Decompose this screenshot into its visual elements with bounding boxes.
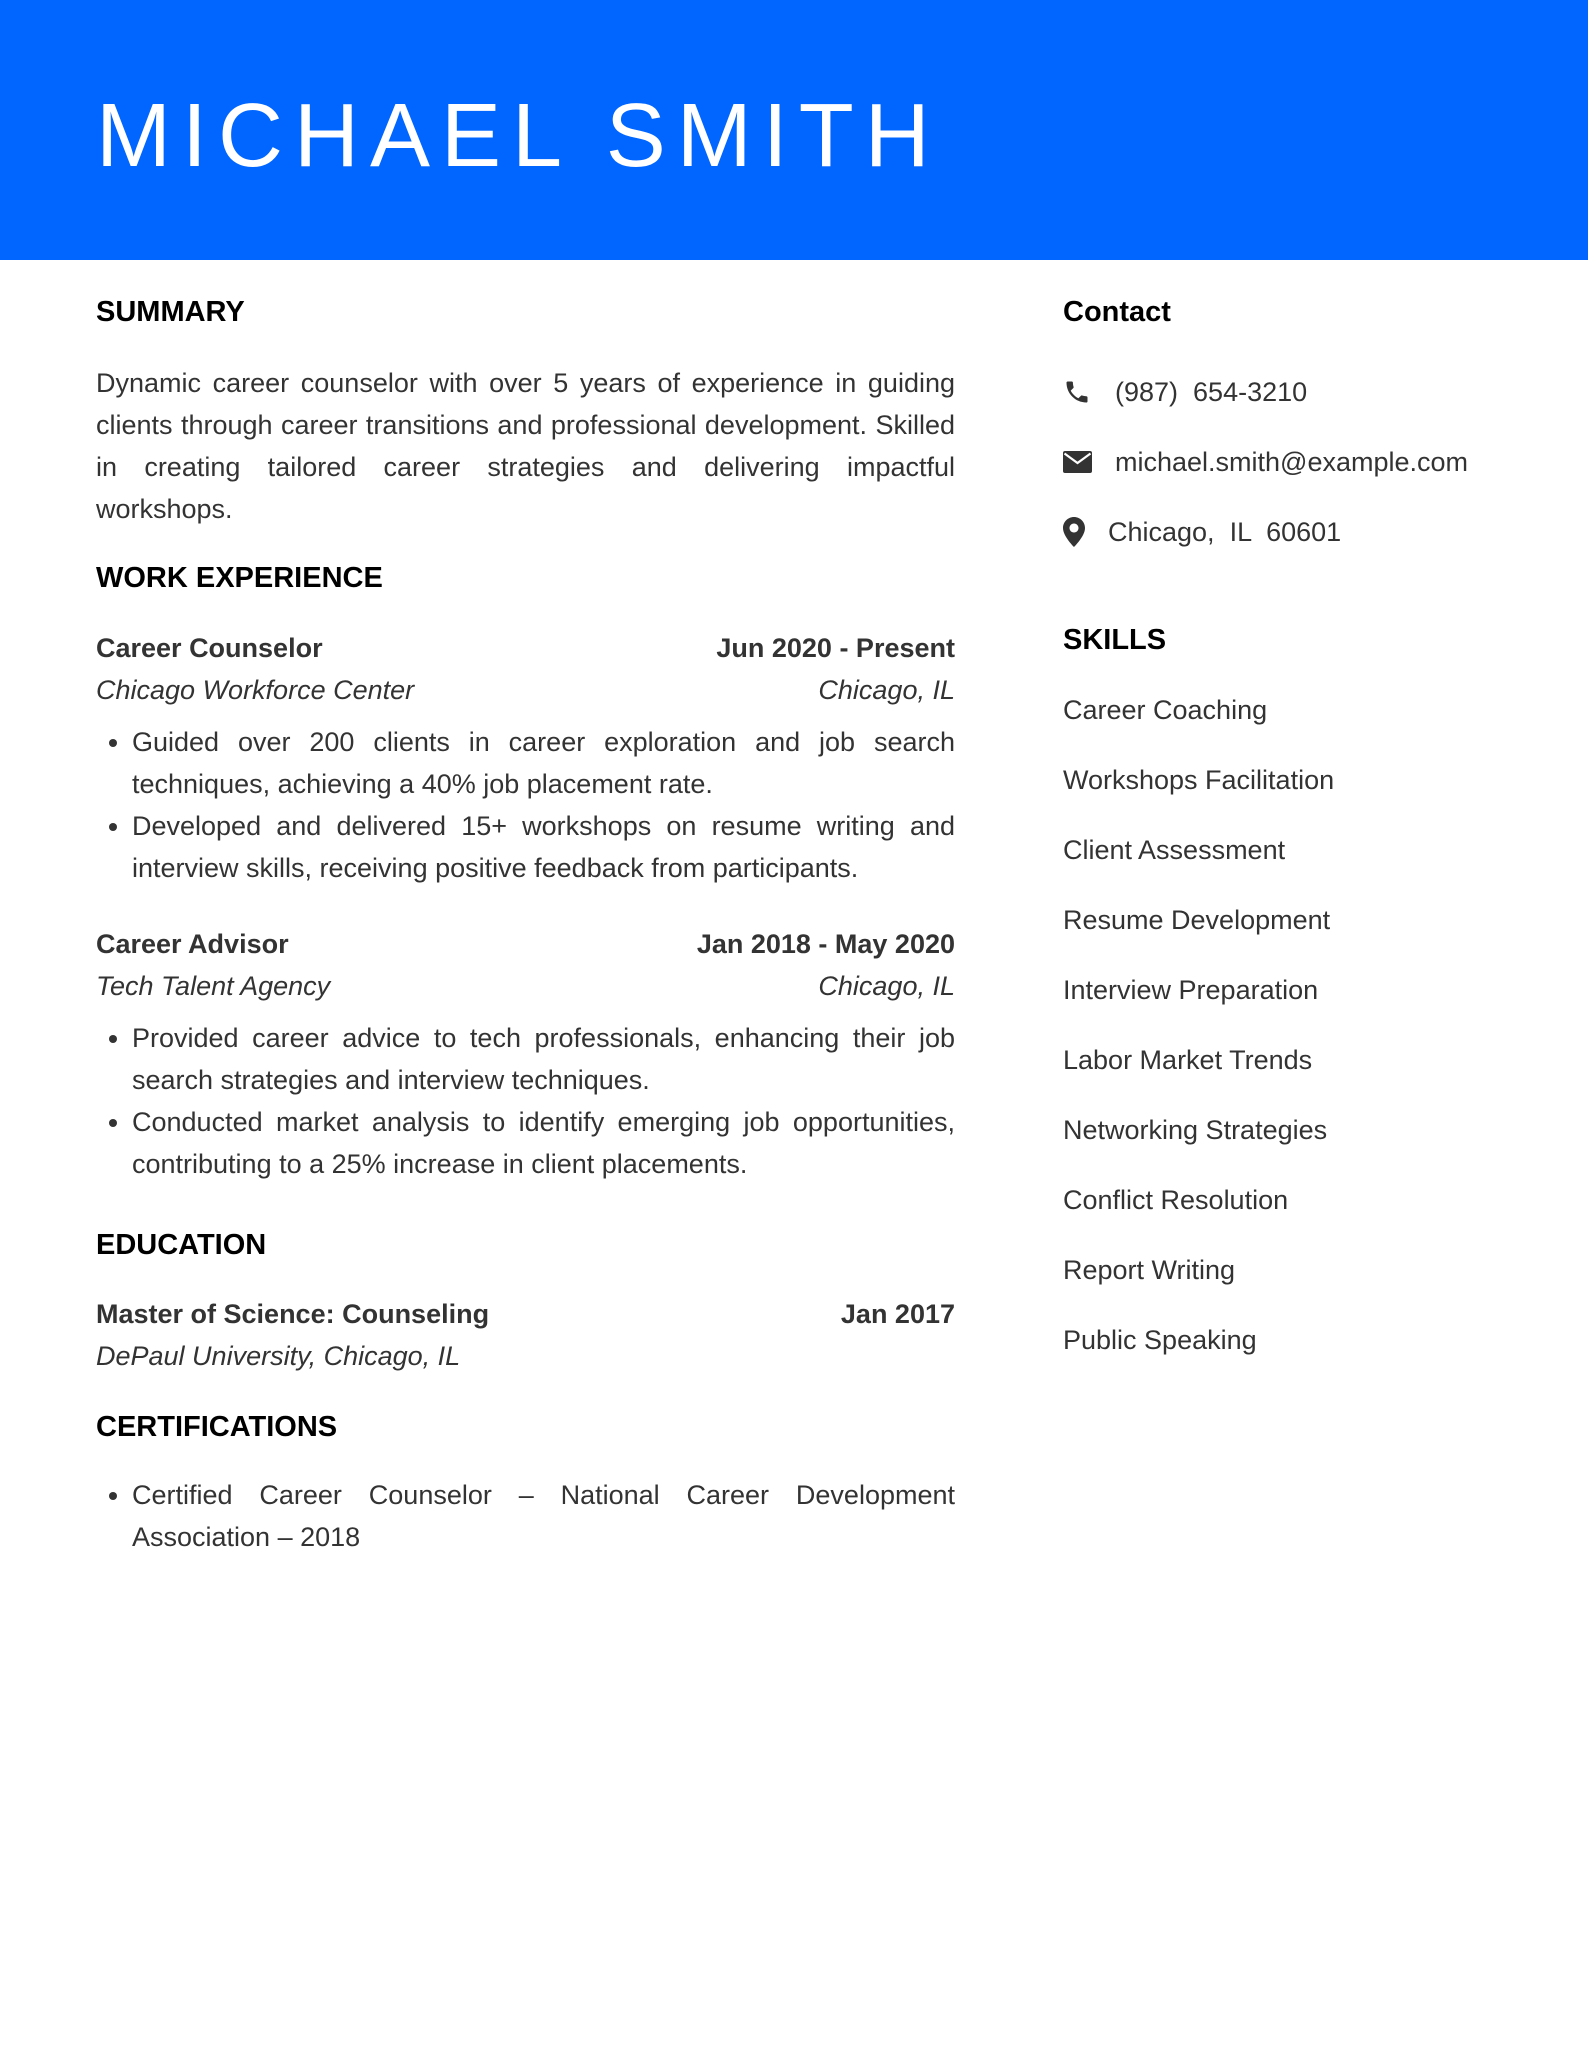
- skill-item: Career Coaching: [1063, 695, 1268, 725]
- job-bullet: • Guided over 200 clients in career exploration and job search techniques, achieving a 40% job placement rate.: [132, 721, 955, 805]
- education-entry: [96, 1293, 955, 1377]
- certifications-heading: CERTIFICATIONS: [96, 1411, 338, 1443]
- summary-text: Dynamic career counselor with over 5 years of experience in guiding clients through career transitions and professional development. Skilled in creating tailored career strategies and delivering impactful workshops.: [96, 368, 955, 524]
- contact-phone-text: (987) 654-3210: [1115, 376, 1308, 407]
- map-pin-icon: [1063, 517, 1108, 547]
- skill-item: Report Writing: [1063, 1255, 1236, 1285]
- job-bullet: • Provided career advice to tech professionals, enhancing their job search strategies and interview techniques.: [132, 1017, 955, 1101]
- job-header-row: [96, 923, 955, 965]
- contact-email-text[interactable]: michael.smith@example.com: [1115, 446, 1469, 477]
- header-banner: [0, 0, 1588, 260]
- school: DePaul University, Chicago, IL: [96, 1341, 461, 1371]
- job-entry: [96, 923, 955, 1185]
- skill-item: Workshops Facilitation: [1063, 765, 1335, 795]
- phone-icon: [1063, 378, 1115, 406]
- job-company: Chicago Workforce Center: [96, 675, 415, 705]
- skill-item: Public Speaking: [1063, 1325, 1257, 1355]
- contact-email: [1063, 442, 1468, 482]
- education-school-row: [96, 1335, 955, 1377]
- contact-phone: [1063, 372, 1307, 412]
- job-bullets: [96, 721, 955, 889]
- skill-item: Resume Development: [1063, 905, 1331, 935]
- degree: Master of Science: Counseling: [96, 1299, 490, 1329]
- job-bullet: • Developed and delivered 15+ workshops on resume writing and interview skills, receiving positive feedback from participants.: [132, 805, 955, 889]
- skill-item: Conflict Resolution: [1063, 1185, 1289, 1215]
- work-experience-heading: WORK EXPERIENCE: [96, 562, 383, 594]
- education-date: Jan 2017: [840, 1299, 955, 1329]
- envelope-icon: [1063, 451, 1115, 473]
- job-company-row: [96, 669, 955, 711]
- job-dates: Jan 2018 - May 2020: [696, 929, 955, 959]
- skill-item: Networking Strategies: [1063, 1115, 1328, 1145]
- job-company-row: [96, 965, 955, 1007]
- summary-heading: SUMMARY: [96, 296, 245, 328]
- certification-bullets: [96, 1474, 955, 1558]
- skills-heading: SKILLS: [1063, 624, 1167, 656]
- contact-location-text: Chicago, IL 60601: [1108, 516, 1342, 547]
- certification-item: • Certified Career Counselor – National Career Development Association – 2018: [132, 1474, 955, 1558]
- job-company: Tech Talent Agency: [96, 971, 331, 1001]
- job-title: Career Counselor: [96, 633, 323, 663]
- job-dates: Jun 2020 - Present: [716, 633, 955, 663]
- job-location: Chicago, IL: [818, 675, 955, 705]
- skill-item: Labor Market Trends: [1063, 1045, 1313, 1075]
- certifications-list: [96, 1464, 955, 1558]
- education-heading: EDUCATION: [96, 1229, 267, 1261]
- candidate-name: MICHAEL SMITH: [96, 86, 941, 186]
- education-header-row: [96, 1293, 955, 1335]
- job-bullet: • Conducted market analysis to identify emerging job opportunities, contributing to a 25% increase in client placements.: [132, 1101, 955, 1185]
- skill-item: Client Assessment: [1063, 835, 1286, 865]
- contact-location: [1063, 512, 1341, 552]
- job-location: Chicago, IL: [818, 971, 955, 1001]
- job-entry: [96, 627, 955, 889]
- skill-item: Interview Preparation: [1063, 975, 1319, 1005]
- job-bullets: [96, 1017, 955, 1185]
- job-title: Career Advisor: [96, 929, 289, 959]
- job-header-row: [96, 627, 955, 669]
- contact-heading: Contact: [1063, 296, 1171, 328]
